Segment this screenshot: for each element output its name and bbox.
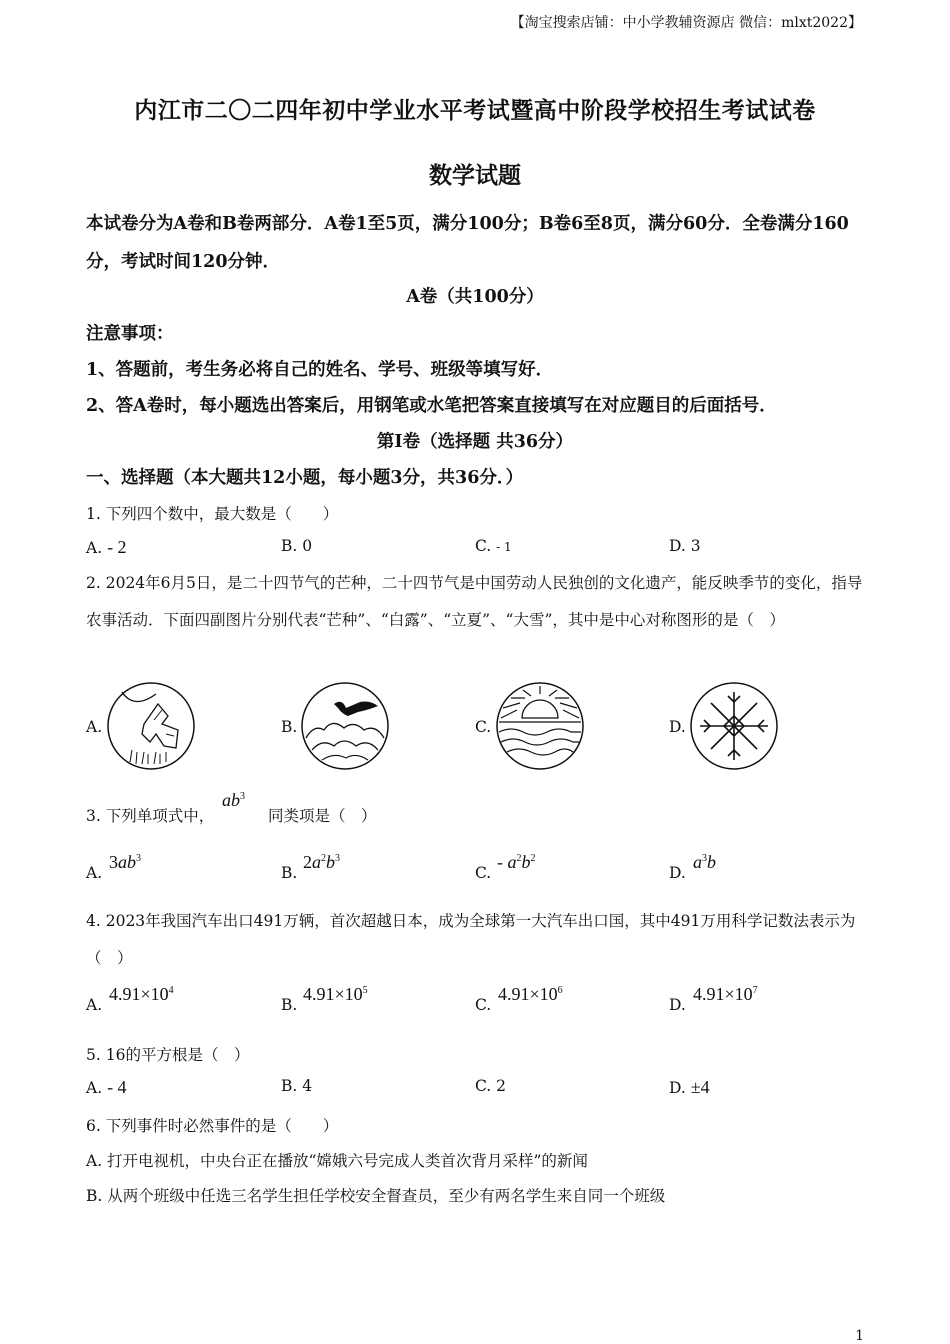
page-number: 1 [855,1328,864,1344]
q6-option-b: B. 从两个班级中任选三名学生担任学校安全督查员，至少有两名学生来自同一个班级 [86,1187,666,1205]
q4-a-exponent: 4 [168,985,174,996]
q3-option-a-expr: $3ab^3$ [109,852,141,872]
q4-option-c-expr [498,984,563,1005]
q5-d-label: D. [669,1079,686,1097]
note-2: 2、答A卷时，每小题选出答案后，用钢笔或水笔把答案直接填写在对应题目的后面括号． [86,396,777,416]
q2-figure-mangzhong [104,680,198,772]
q3-option-b-expr: $2a^2b^3$ [303,852,340,872]
q1-a-value: - 2 [107,537,127,557]
q3-label-d: D. [669,864,686,882]
exam-title: 内江市二〇二四年初中学业水平考试暨高中阶段学校招生考试试卷 [134,97,816,124]
q5-option-b: B. 4 [281,1077,313,1095]
header-note: 【淘宝搜索店铺：中小学教辅资源店 微信：mlxt2022】 [510,15,862,31]
q4-label-c: C. [475,996,492,1014]
q4-label-a: A. [86,996,103,1014]
q2-stem: 2. 2024年6月5日，是二十四节气的芒种，二十四节气是中国劳动人民独创的文化遗产，能反映季节的变化，指导农事活动．下面四副图片分别代表“芒种”、“白露”、“立夏”、“大雪”，其中是中心对称图形的是（ ） [86,574,863,629]
part1-title: 第Ⅰ卷（选择题 共36分） [376,432,574,452]
q1-a-label: A. [86,539,103,557]
q1-c-label: C. [475,537,492,555]
q5-option-c: C. 2 [475,1077,507,1095]
q4-c-exponent: 6 [557,985,563,996]
q5-option-d [669,1077,710,1098]
q4-a-mantissa: 4.91×10 [109,984,169,1004]
exam-subtitle: 数学试题 [429,162,521,189]
section1-title: 一、选择题（本大题共12小题，每小题3分，共36分．） [86,468,524,488]
q4-option-d-expr [693,984,758,1005]
q4-d-mantissa: 4.91×10 [693,984,753,1004]
q4-d-exponent: 7 [752,985,758,996]
q2-figure-lixia [493,680,587,772]
q4-option-b-expr [303,984,368,1005]
q2-label-b: B. [281,718,298,736]
q3-stem-post: 同类项是（ ） [268,807,377,825]
q2-label-c: C. [475,718,492,736]
q5-d-value: ±4 [690,1077,710,1097]
q2-figure-daxue [687,680,781,772]
q2-figure-bailu [298,680,392,772]
q5-a-label: A. [86,1079,103,1097]
q3-stem-pre: 3. 下列单项式中， [86,807,215,825]
note-1: 1、答题前，考生务必将自己的姓名、学号、班级等填写好． [86,360,554,380]
q1-option-b: B. 0 [281,537,313,555]
section-a-heading: A卷（共100分） [406,287,544,307]
q1-option-c [475,537,512,555]
q1-stem: 1. 下列四个数中，最大数是（ ） [86,505,339,523]
q2-label-d: D. [669,718,686,736]
q4-c-mantissa: 4.91×10 [498,984,558,1004]
q1-c-value: - 1 [496,540,512,554]
q1-option-a [86,537,127,558]
q2-label-a: A. [86,718,103,736]
notes-title: 注意事项： [86,324,174,344]
q5-a-value: - 4 [107,1077,127,1097]
q5-option-a [86,1077,127,1098]
q5-stem: 5. 16的平方根是（ ） [86,1046,250,1064]
q4-option-a-expr [109,984,174,1005]
q4-label-d: D. [669,996,686,1014]
q4-stem: 4. 2023年我国汽车出口491万辆，首次超越日本，成为全球第一大汽车出口国，其中491万用科学记数法表示为（ ） [86,912,856,967]
q4-label-b: B. [281,996,298,1014]
q3-option-c-expr: - $a^2b^2$ [497,852,536,872]
q1-option-d: D. 3 [669,537,701,555]
q3-monomial-ab3: $ab^3$ [222,790,245,810]
q4-b-exponent: 5 [362,985,368,996]
q3-label-c: C. [475,864,492,882]
q3-option-d-expr: $a^3b$ [693,852,716,872]
q4-b-mantissa: 4.91×10 [303,984,363,1004]
q3-label-a: A. [86,864,103,882]
q3-label-b: B. [281,864,298,882]
q6-stem: 6. 下列事件时必然事件的是（ ） [86,1117,339,1135]
q6-option-a: A. 打开电视机，中央台正在播放“嫦娥六号完成人类首次背月采样”的新闻 [86,1152,588,1170]
exam-intro: 本试卷分为A卷和B卷两部分．A卷1至5页，满分100分；B卷6至8页，满分60分．全卷满分160分，考试时间120分钟． [86,214,849,272]
